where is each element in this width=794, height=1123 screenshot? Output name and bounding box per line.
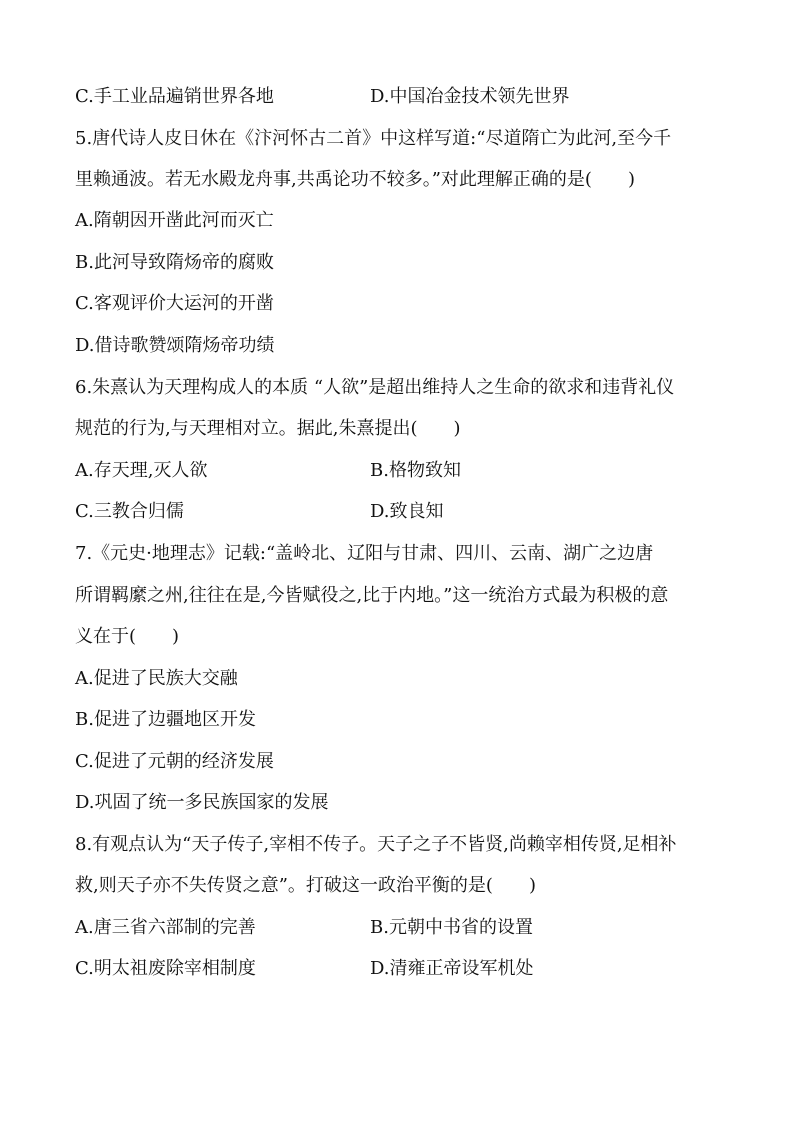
q7-option-a: A.促进了民族大交融	[75, 668, 238, 689]
q7-stem-line1: 7.《元史·地理志》记载:“盖岭北、辽阳与甘肃、四川、云南、湖广之边唐	[75, 543, 654, 564]
q7-option-d: D.巩固了统一多民族国家的发展	[75, 792, 329, 813]
q7-stem-line3: 义在于( )	[75, 626, 180, 647]
q5-option-d: D.借诗歌赞颂隋炀帝功绩	[75, 335, 275, 356]
q8-option-a: A.唐三省六部制的完善	[75, 917, 256, 938]
q6-option-c: C.三教合归儒	[75, 501, 184, 522]
q7-option-c: C.促进了元朝的经济发展	[75, 751, 274, 772]
q5-option-a: A.隋朝因开凿此河而灭亡	[75, 210, 274, 231]
q5-stem-line2: 里赖通波。若无水殿龙舟事,共禹论功不较多。”对此理解正确的是( )	[75, 169, 635, 190]
q8-stem-line1: 8.有观点认为“天子传子,宰相不传子。天子之子不皆贤,尚赖宰相传贤,足相补	[75, 834, 677, 855]
q6-option-b: B.格物致知	[370, 460, 461, 481]
q6-option-a: A.存天理,灭人欲	[75, 460, 208, 481]
option-d-prev: D.中国冶金技术领先世界	[370, 86, 570, 107]
q6-option-d: D.致良知	[370, 501, 444, 522]
q6-stem-line2: 规范的行为,与天理相对立。据此,朱熹提出( )	[75, 418, 461, 439]
q8-option-b: B.元朝中书省的设置	[370, 917, 533, 938]
q8-stem-line2: 救,则天子亦不失传贤之意”。打破这一政治平衡的是( )	[75, 875, 536, 896]
q5-stem-line1: 5.唐代诗人皮日休在《汴河怀古二首》中这样写道:“尽道隋亡为此河,至今千	[75, 128, 672, 149]
q8-option-c: C.明太祖废除宰相制度	[75, 958, 256, 979]
q5-option-c: C.客观评价大运河的开凿	[75, 293, 274, 314]
q6-stem-line1: 6.朱熹认为天理构成人的本质 “人欲”是超出维持人之生命的欲求和违背礼仪	[75, 377, 675, 398]
option-c-prev: C.手工业品遍销世界各地	[75, 86, 274, 107]
q5-option-b: B.此河导致隋炀帝的腐败	[75, 252, 274, 273]
q7-option-b: B.促进了边疆地区开发	[75, 709, 256, 730]
q7-stem-line2: 所谓羁縻之州,往往在是,今皆赋役之,比于内地。”这一统治方式最为积极的意	[75, 585, 669, 606]
q8-option-d: D.清雍正帝设军机处	[370, 958, 534, 979]
